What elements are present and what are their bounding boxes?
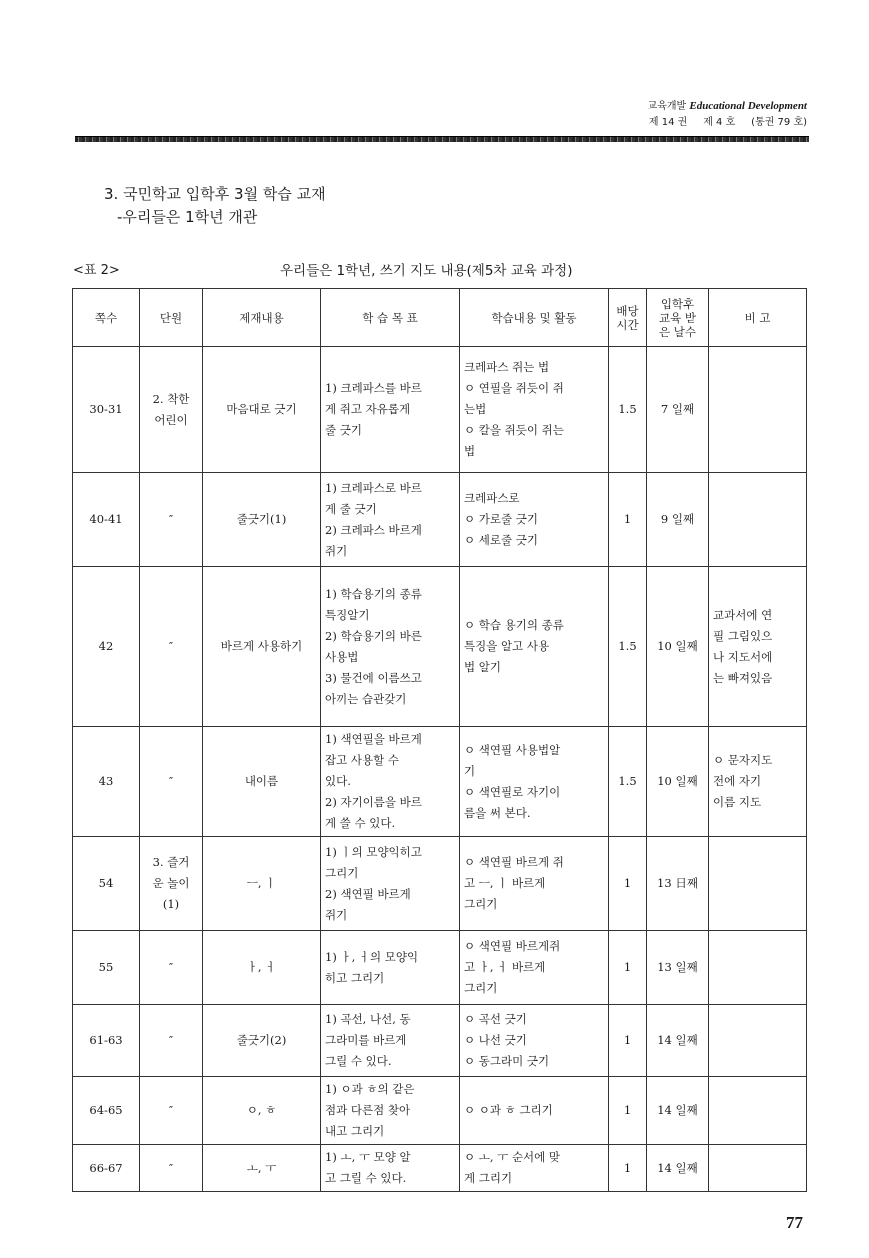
- header-material: 제재내용: [203, 289, 321, 347]
- row-days: 14 일째: [647, 1077, 709, 1145]
- row-unit: ″: [140, 473, 203, 567]
- row-page: 42: [73, 567, 140, 727]
- row-material: ㅏ, ㅓ: [203, 931, 321, 1005]
- table-row: [73, 727, 807, 837]
- header-days: 입학후 교육 받 은 날수: [647, 289, 709, 347]
- row-note: ㅇ 문자지도 전에 자기 이름 지도: [709, 727, 807, 837]
- table-row: [73, 567, 807, 727]
- page-number: 77: [786, 1213, 803, 1232]
- row-material: ㅗ, ㅜ: [203, 1145, 321, 1192]
- row-note: [709, 347, 807, 473]
- table-row: [73, 1145, 807, 1192]
- row-page: 61-63: [73, 1005, 140, 1077]
- row-hours: 1: [609, 1077, 647, 1145]
- table-row: [73, 347, 807, 473]
- header-note: 비 고: [709, 289, 807, 347]
- row-page: 54: [73, 837, 140, 931]
- row-note: [709, 837, 807, 931]
- row-goal: 1) 색연필을 바르게 잡고 사용할 수 있다. 2) 자기이름을 바르 게 쓸 수 있다.: [321, 727, 460, 837]
- row-unit: ″: [140, 1005, 203, 1077]
- row-days: 10 일째: [647, 727, 709, 837]
- row-activity: ㅇ ㅇ과 ㅎ 그리기: [460, 1077, 609, 1145]
- header-page: 쪽수: [73, 289, 140, 347]
- header-goal: 학 습 목 표: [321, 289, 460, 347]
- row-activity: ㅇ 색연필 바르게 쥐 고 ㅡ, ㅣ 바르게 그리기: [460, 837, 609, 931]
- section-heading: [104, 183, 326, 229]
- row-material: 내이름: [203, 727, 321, 837]
- row-unit: ″: [140, 567, 203, 727]
- table-row: [73, 1005, 807, 1077]
- row-note: [709, 1145, 807, 1192]
- row-page: 40-41: [73, 473, 140, 567]
- row-hours: 1.5: [609, 567, 647, 727]
- row-unit: ″: [140, 727, 203, 837]
- row-days: 14 일째: [647, 1005, 709, 1077]
- row-goal: 1) ㅇ과 ㅎ의 같은 점과 다른점 찾아 내고 그리기: [321, 1077, 460, 1145]
- row-page: 64-65: [73, 1077, 140, 1145]
- row-unit: ″: [140, 1145, 203, 1192]
- journal-title-ko: 교육개발: [647, 101, 687, 112]
- section-title: 3. 국민학교 입학후 3월 학습 교재: [104, 185, 326, 203]
- row-unit: ″: [140, 1077, 203, 1145]
- row-hours: 1: [609, 473, 647, 567]
- row-days: 13 일째: [647, 931, 709, 1005]
- header-activity: 학습내용 및 활동: [460, 289, 609, 347]
- row-unit: 3. 즐거 운 놀이 (1): [140, 837, 203, 931]
- row-page: 55: [73, 931, 140, 1005]
- row-note: [709, 1005, 807, 1077]
- row-hours: 1.5: [609, 347, 647, 473]
- row-days: 10 일째: [647, 567, 709, 727]
- row-activity: ㅇ 색연필 바르게쥐 고 ㅏ, ㅓ 바르게 그리기: [460, 931, 609, 1005]
- row-goal: 1) ㅗ, ㅜ 모양 알 고 그릴 수 있다.: [321, 1145, 460, 1192]
- table-row: [73, 473, 807, 567]
- row-hours: 1: [609, 931, 647, 1005]
- row-hours: 1: [609, 1005, 647, 1077]
- journal-issue: 제 14 권 제 4 호 (통권 79 호): [648, 117, 807, 128]
- row-activity: ㅇ ㅗ, ㅜ 순서에 맞 게 그리기: [460, 1145, 609, 1192]
- row-material: ㅇ, ㅎ: [203, 1077, 321, 1145]
- row-note: [709, 1077, 807, 1145]
- row-activity: ㅇ 색연필 사용법알 기 ㅇ 색연필로 자기이 름을 써 본다.: [460, 727, 609, 837]
- table-header-row: [73, 289, 807, 347]
- row-page: 43: [73, 727, 140, 837]
- row-activity: 크레파스로 ㅇ 가로줄 긋기 ㅇ 세로줄 긋기: [460, 473, 609, 567]
- row-activity: 크레파스 쥐는 법 ㅇ 연필을 쥐듯이 쥐 는법 ㅇ 칼을 쥐듯이 쥐는 법: [460, 347, 609, 473]
- row-activity: ㅇ 곡선 긋기 ㅇ 나선 긋기 ㅇ 동그라미 긋기: [460, 1005, 609, 1077]
- row-days: 7 일째: [647, 347, 709, 473]
- row-days: 9 일째: [647, 473, 709, 567]
- row-material: 줄긋기(2): [203, 1005, 321, 1077]
- header-hours: 배당 시간: [609, 289, 647, 347]
- row-note: 교과서에 연 필 그림있으 나 지도서에 는 빠져있음: [709, 567, 807, 727]
- row-material: 바르게 사용하기: [203, 567, 321, 727]
- row-material: 줄긋기(1): [203, 473, 321, 567]
- row-page: 66-67: [73, 1145, 140, 1192]
- table-caption: 우리들은 1학년, 쓰기 지도 내용(제5차 교육 과정): [280, 263, 573, 279]
- table-row: [73, 931, 807, 1005]
- row-hours: 1.5: [609, 727, 647, 837]
- row-goal: 1) 크레파스를 바르 게 쥐고 자유롭게 줄 긋기: [321, 347, 460, 473]
- row-goal: 1) 곡선, 나선, 동 그라미를 바르게 그릴 수 있다.: [321, 1005, 460, 1077]
- row-hours: 1: [609, 837, 647, 931]
- row-unit: ″: [140, 931, 203, 1005]
- row-material: 마음대로 긋기: [203, 347, 321, 473]
- row-goal: 1) 크레파스로 바르 게 줄 긋기 2) 크레파스 바르게 쥐기: [321, 473, 460, 567]
- row-note: [709, 473, 807, 567]
- journal-header: [648, 98, 807, 131]
- row-unit: 2. 착한 어린이: [140, 347, 203, 473]
- row-goal: 1) ㅣ의 모양익히고 그리기 2) 색연필 바르게 쥐기: [321, 837, 460, 931]
- header-rule: [75, 136, 809, 142]
- writing-curriculum-table: [72, 288, 807, 1192]
- row-activity: ㅇ 학습 용기의 종류 특징을 알고 사용 법 알기: [460, 567, 609, 727]
- row-days: 14 일째: [647, 1145, 709, 1192]
- header-unit: 단원: [140, 289, 203, 347]
- row-hours: 1: [609, 1145, 647, 1192]
- table-row: [73, 837, 807, 931]
- row-material: ㅡ, ㅣ: [203, 837, 321, 931]
- row-goal: 1) ㅏ, ㅓ의 모양익 히고 그리기: [321, 931, 460, 1005]
- journal-title-en: Educational Development: [689, 100, 807, 112]
- row-page: 30-31: [73, 347, 140, 473]
- row-note: [709, 931, 807, 1005]
- table-row: [73, 1077, 807, 1145]
- section-subtitle: -우리들은 1학년 개관: [117, 208, 258, 226]
- table-label: <표 2>: [73, 263, 120, 278]
- row-days: 13 日째: [647, 837, 709, 931]
- row-goal: 1) 학습용기의 종류 특징알기 2) 학습용기의 바른 사용법 3) 물건에 이름쓰고 아끼는 습관갖기: [321, 567, 460, 727]
